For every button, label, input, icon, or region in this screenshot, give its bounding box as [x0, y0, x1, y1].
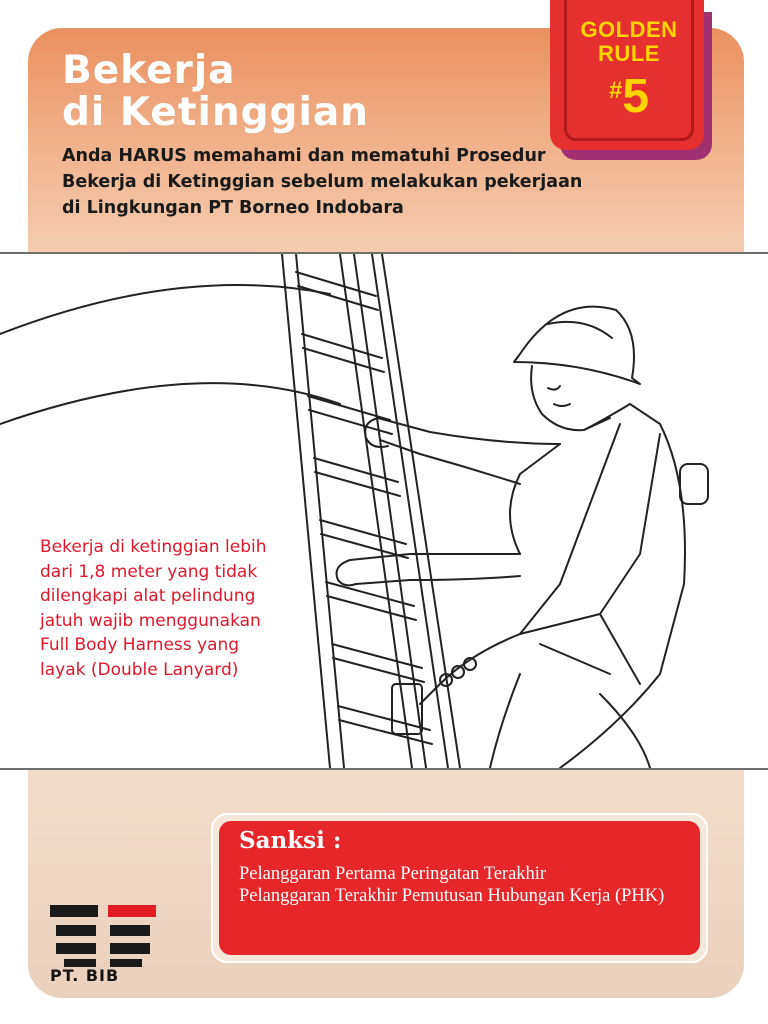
- worker-climbing-ladder-illustration: [0, 254, 768, 768]
- badge-line-rule: RULE: [598, 41, 660, 66]
- company-name: PT. BIB: [50, 966, 120, 985]
- sanksi-line-1: Pelanggaran Pertama Peringatan Terakhir: [239, 864, 547, 884]
- sanksi-line-2: Pelanggaran Terakhir Pemutusan Hubungan Kerja (PHK): [239, 886, 665, 906]
- badge-number: [567, 66, 691, 122]
- badge-line-golden: GOLDEN: [580, 17, 678, 42]
- title-line-2: di Ketinggian: [62, 90, 369, 135]
- golden-rule-badge: [550, 0, 704, 150]
- warning-text: Bekerja di ketinggian lebih dari 1,8 meter yang tidak dilengkapi alat pelindung jatuh wajib menggunakan Full Body Harness yang layak (Double Lanyard): [40, 537, 267, 680]
- badge-number-value: 5: [622, 70, 650, 123]
- intro-text: Anda HARUS memahami dan mematuhi Prosedur Bekerja di Ketinggian sebelum melakukan pekerjaan di Lingkungan PT Borneo Indobara: [62, 146, 583, 218]
- badge-frame: [564, 0, 694, 141]
- sanksi-title: Sanksi :: [239, 827, 342, 854]
- bib-logo-icon: [50, 905, 156, 967]
- sanksi-text: [239, 863, 694, 907]
- badge-hash: #: [608, 77, 623, 104]
- sanksi-box: [211, 813, 708, 963]
- title-line-1: Bekerja: [62, 48, 236, 93]
- illustration-panel: [0, 252, 768, 770]
- page-title: [62, 50, 369, 134]
- sanksi-box-inner: [219, 821, 700, 955]
